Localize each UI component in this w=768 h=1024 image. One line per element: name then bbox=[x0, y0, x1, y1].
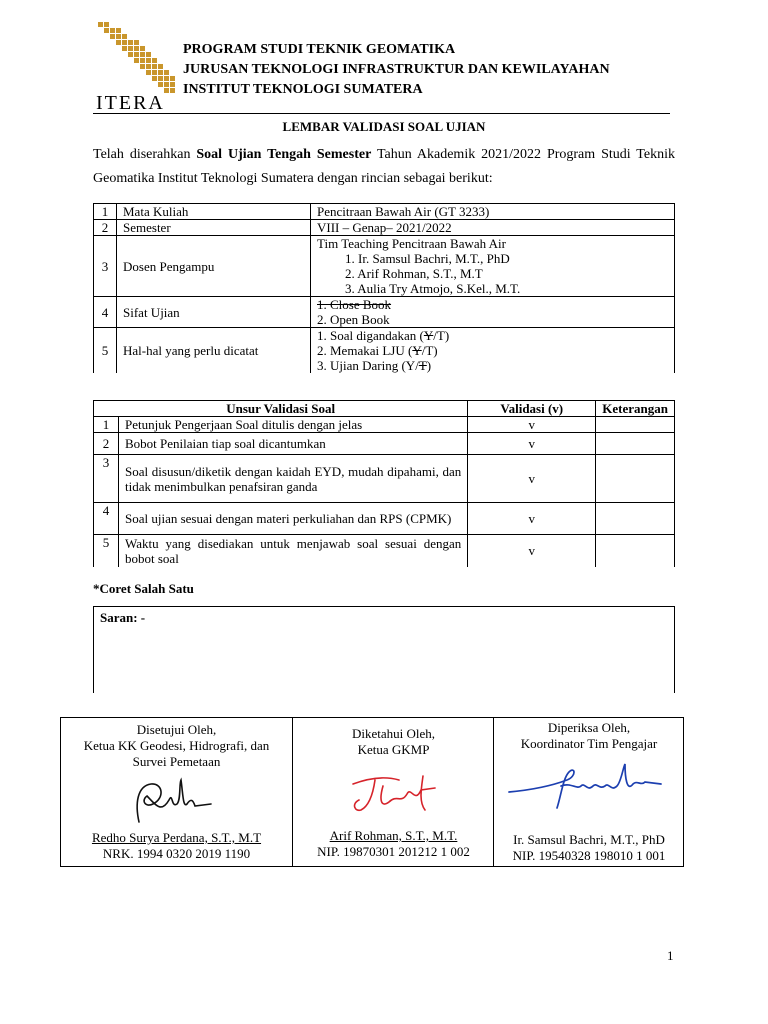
signer-name: Redho Surya Perdana, S.T., M.T bbox=[91, 830, 262, 845]
signer-id: NIP. 19870301 201212 1 002 bbox=[317, 844, 470, 859]
intro-post: Tahun Akademik 2021/2022 Program Studi Teknik Geomatika Institut Teknologi Sumatera dengan rincian sebagai berikut: bbox=[93, 147, 675, 186]
table-row bbox=[94, 297, 675, 328]
row-check: v bbox=[468, 433, 596, 455]
note-text: 3. Ujian Daring (Y/ bbox=[317, 358, 419, 373]
intro-bold: Soal Ujian Tengah Semester bbox=[196, 147, 372, 162]
table-row bbox=[94, 433, 675, 455]
table-row bbox=[94, 204, 675, 220]
row-number: 1 bbox=[94, 204, 117, 220]
header-line-3: INSTITUT TEKNOLOGI SUMATERA bbox=[183, 82, 423, 97]
notes-cell bbox=[311, 328, 675, 374]
page-number: 1 bbox=[667, 948, 674, 963]
itera-logo bbox=[92, 16, 182, 112]
intro-pre: Telah diserahkan bbox=[93, 147, 197, 162]
exam-type-cell bbox=[311, 297, 675, 328]
row-number: 2 bbox=[94, 433, 119, 455]
row-note bbox=[596, 417, 675, 433]
signature-image bbox=[117, 774, 237, 826]
note-item bbox=[317, 343, 668, 358]
signer-name: Arif Rohman, S.T., M.T. bbox=[329, 828, 458, 843]
table-row bbox=[94, 455, 675, 503]
signer-id: NRK. 1994 0320 2019 1190 bbox=[102, 846, 251, 861]
signer-id: NIP. 19540328 198010 1 001 bbox=[512, 848, 666, 863]
row-note bbox=[596, 503, 675, 535]
signer-name: Ir. Samsul Bachri, M.T., PhD bbox=[513, 832, 665, 847]
row-number: 5 bbox=[94, 535, 119, 567]
suggestion-box bbox=[93, 606, 675, 693]
header-line-2: JURUSAN TEKNOLOGI INFRASTRUKTUR DAN KEWILAYAHAN bbox=[183, 62, 610, 77]
signature-column-approver bbox=[61, 718, 292, 866]
row-text: Bobot Penilaian tiap soal dicantumkan bbox=[119, 433, 468, 455]
row-number: 2 bbox=[94, 220, 117, 236]
list-item: 1. Ir. Samsul Bachri, M.T., PhD bbox=[345, 251, 510, 266]
row-number: 4 bbox=[94, 297, 117, 328]
row-number: 3 bbox=[94, 455, 119, 503]
note-text: 2. Memakai LJU ( bbox=[317, 343, 413, 358]
signature-column-reviewer bbox=[493, 718, 684, 866]
table-row bbox=[94, 236, 675, 297]
lecturer-team: Tim Teaching Pencitraan Bawah Air bbox=[317, 236, 507, 251]
row-text: Soal disusun/diketik dengan kaidah EYD, mudah dipahami, dan tidak menimbulkan penafsiran ganda bbox=[119, 455, 468, 503]
row-note bbox=[596, 535, 675, 567]
logo-text: ITERA bbox=[96, 92, 165, 114]
list-item: 2. Arif Rohman, S.T., M.T bbox=[345, 266, 483, 281]
signer-role: Koordinator Tim Pengajar bbox=[520, 736, 658, 751]
note-text: /T) bbox=[433, 328, 450, 343]
row-note bbox=[596, 455, 675, 503]
row-label: Semester bbox=[117, 220, 311, 236]
strike-note: *Coret Salah Satu bbox=[93, 581, 194, 596]
table-header-row bbox=[94, 401, 675, 417]
exam-type-option-struck: 1. Close Book bbox=[317, 297, 392, 312]
signature-image bbox=[501, 756, 677, 816]
row-label: Hal-hal yang perlu dicatat bbox=[117, 328, 311, 374]
row-check: v bbox=[468, 535, 596, 567]
note-item bbox=[317, 328, 668, 343]
exam-info-table bbox=[93, 203, 675, 373]
row-note bbox=[596, 433, 675, 455]
row-check: v bbox=[468, 503, 596, 535]
note-struck: T bbox=[418, 358, 427, 373]
column-header: Validasi (v) bbox=[468, 401, 596, 417]
note-text: /T) bbox=[421, 343, 438, 358]
table-row bbox=[94, 220, 675, 236]
row-text: Petunjuk Pengerjaan Soal ditulis dengan jelas bbox=[119, 417, 468, 433]
list-item: 3. Aulia Try Atmojo, S.Kel., M.T. bbox=[345, 281, 521, 296]
signer-role: Ketua KK Geodesi, Hidrografi, dan bbox=[83, 738, 270, 753]
note-struck: Y bbox=[412, 343, 422, 358]
row-text: Waktu yang disediakan untuk menjawab soal sesuai dengan bobot soal bbox=[119, 535, 468, 567]
header-divider bbox=[93, 113, 670, 114]
suggestion-label: Saran: - bbox=[100, 610, 146, 625]
lecturer-cell bbox=[311, 236, 675, 297]
intro-paragraph bbox=[93, 143, 675, 191]
table-row bbox=[94, 535, 675, 567]
note-struck: Y bbox=[423, 328, 434, 343]
row-number: 4 bbox=[94, 503, 119, 535]
signer-role: Survei Pemetaan bbox=[132, 754, 221, 769]
row-value: VIII – Genap– 2021/2022 bbox=[311, 220, 675, 236]
row-value: Pencitraan Bawah Air (GT 3233) bbox=[311, 204, 675, 220]
note-text: 1. Soal digandakan ( bbox=[317, 328, 424, 343]
note-text: ) bbox=[426, 358, 432, 373]
row-number: 1 bbox=[94, 417, 119, 433]
column-header: Unsur Validasi Soal bbox=[94, 401, 468, 417]
note-item bbox=[317, 358, 668, 373]
row-check: v bbox=[468, 417, 596, 433]
row-label: Dosen Pengampu bbox=[117, 236, 311, 297]
signature-column-acknowledger bbox=[292, 718, 494, 866]
lecturer-list bbox=[317, 251, 668, 296]
signature-block bbox=[60, 717, 684, 867]
table-row bbox=[94, 328, 675, 374]
signer-role: Diperiksa Oleh, bbox=[547, 720, 631, 735]
signature-image bbox=[339, 764, 449, 820]
row-label: Sifat Ujian bbox=[117, 297, 311, 328]
document-title: LEMBAR VALIDASI SOAL UJIAN bbox=[282, 119, 486, 134]
itera-logo-mark bbox=[92, 16, 182, 96]
row-text: Soal ujian sesuai dengan materi perkuliahan dan RPS (CPMK) bbox=[119, 503, 468, 535]
signer-role: Ketua GKMP bbox=[357, 742, 430, 757]
table-row bbox=[94, 503, 675, 535]
validation-table bbox=[93, 400, 675, 567]
row-check: v bbox=[468, 455, 596, 503]
table-row bbox=[94, 417, 675, 433]
row-number: 3 bbox=[94, 236, 117, 297]
signer-role: Disetujui Oleh, bbox=[136, 722, 217, 737]
signer-role: Diketahui Oleh, bbox=[351, 726, 436, 741]
exam-type-option: 2. Open Book bbox=[317, 312, 390, 327]
row-label: Mata Kuliah bbox=[117, 204, 311, 220]
header-line-1: PROGRAM STUDI TEKNIK GEOMATIKA bbox=[183, 42, 456, 57]
column-header: Keterangan bbox=[596, 401, 675, 417]
row-number: 5 bbox=[94, 328, 117, 374]
